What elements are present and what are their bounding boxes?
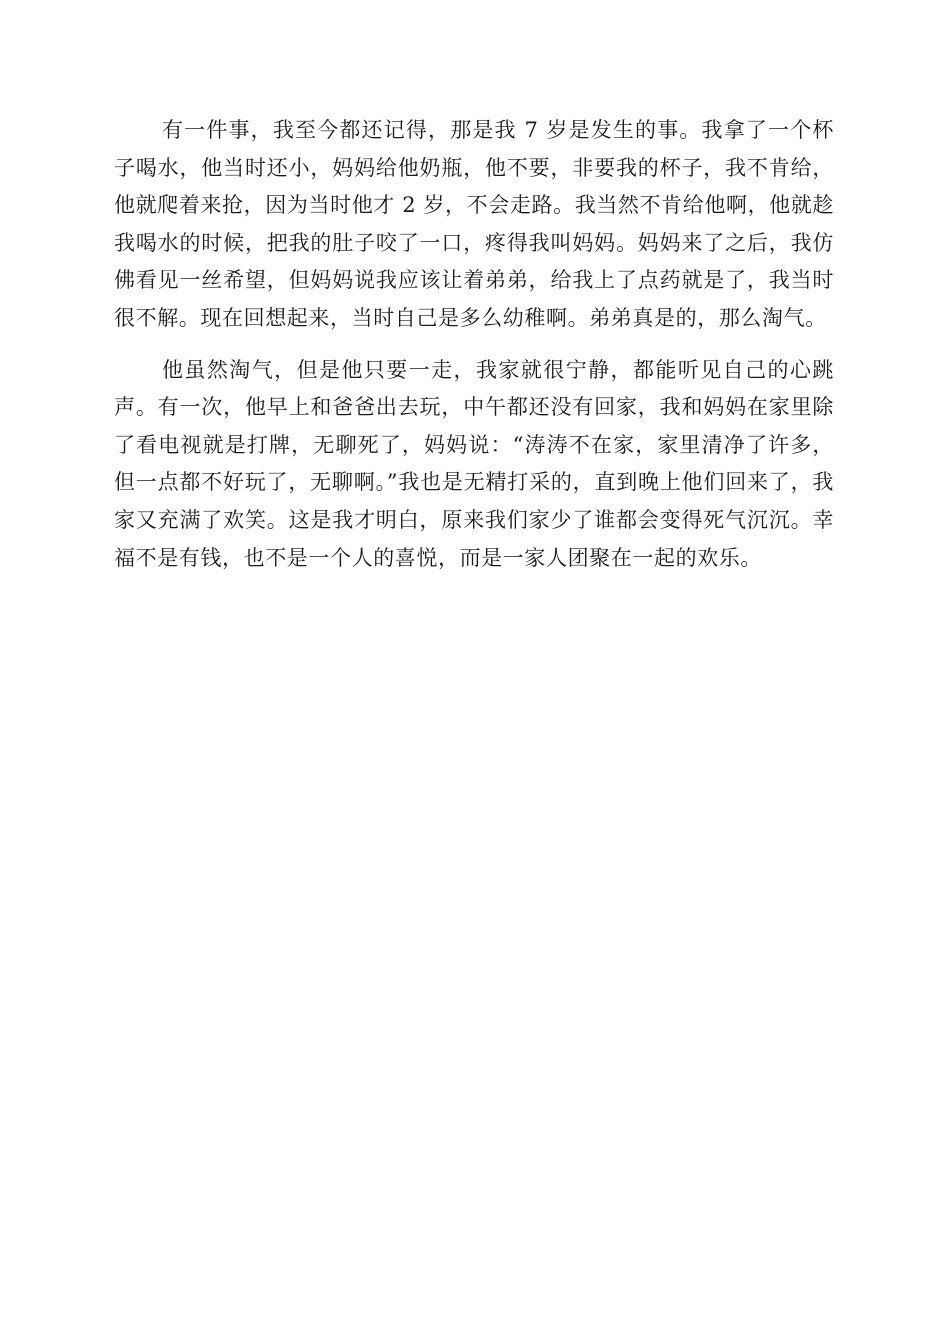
paragraph-2: 他虽然淘气，但是他只要一走，我家就很宁静，都能听见自己的心跳声。有一次，他早上和爸爸出去玩，中午都还没有回家，我和妈妈在家里除了看电视就是打牌，无聊死了，妈妈说：“涛涛不在家，家里清净了许多，但一点都不好玩了，无聊啊。”我也是无精打采的，直到晚上他们回来了，我家又充满了欢笑。这是我才明白，原来我们家少了谁都会变得死气沉沉。幸福不是有钱，也不是一个人的喜悦，而是一家人团聚在一起的欢乐。 — [114, 357, 834, 570]
document-body — [114, 112, 834, 577]
paragraph-1: 有一件事，我至今都还记得，那是我 7 岁是发生的事。我拿了一个杯子喝水，他当时还小，妈妈给他奶瓶，他不要，非要我的杯子，我不肯给，他就爬着来抢，因为当时他才 2 岁，不会走路。我当然不肯给他啊，他就趁我喝水的时候，把我的肚子咬了一口，疼得我叫妈妈。妈妈来了之后，我仿佛看见一丝希望，但妈妈说我应该让着弟弟，给我上了点药就是了，我当时很不解。现在回想起来，当时自己是多么幼稚啊。弟弟真是的，那么淘气。 — [114, 118, 834, 330]
